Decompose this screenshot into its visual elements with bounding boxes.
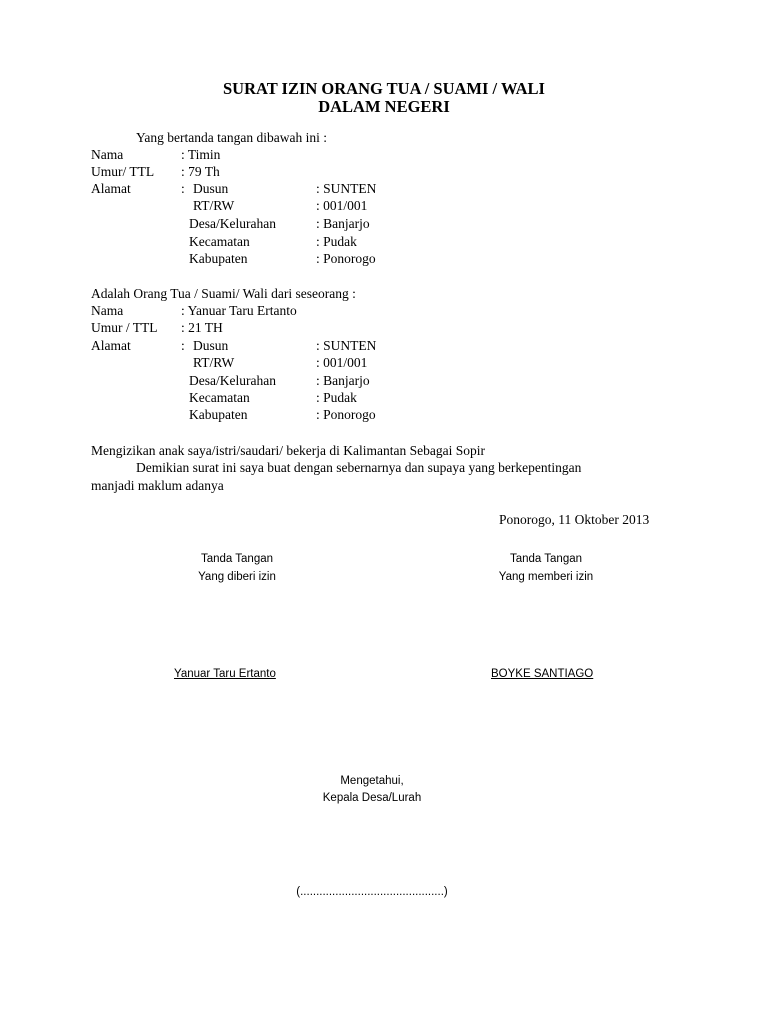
person-nama-label: Nama [91, 303, 124, 318]
signer-kecamatan-label: Kecamatan [189, 234, 250, 249]
person-nama-value: : Yanuar Taru Ertanto [181, 303, 297, 318]
person-desa-value: : Banjarjo [316, 373, 370, 388]
signature-left-line2: Yang diberi izin [198, 571, 276, 583]
person-umur-label: Umur / TTL [91, 320, 158, 335]
signer-desa-label: Desa/Kelurahan [189, 216, 276, 231]
person-umur-value: : 21 TH [181, 320, 223, 335]
person-desa-label: Desa/Kelurahan [189, 373, 276, 388]
intro-text: Yang bertanda tangan dibawah ini : [136, 130, 327, 145]
signature-right-line2: Yang memberi izin [498, 571, 594, 583]
person-dusun-label: Dusun [193, 338, 229, 353]
person-kecamatan-label: Kecamatan [189, 390, 250, 405]
signature-right-line1: Tanda Tangan [509, 553, 583, 565]
person-kecamatan-value: : Pudak [316, 390, 357, 405]
person-rtrw-value: : 001/001 [316, 355, 368, 370]
document-title-line1: SURAT IZIN ORANG TUA / SUAMI / WALI [223, 79, 545, 98]
signer-kabupaten-label: Kabupaten [189, 251, 248, 266]
place-date: Ponorogo, 11 Oktober 2013 [499, 512, 650, 527]
signature-left-name: Yanuar Taru Ertanto [174, 668, 276, 680]
permission-text: Mengizikan anak saya/istri/saudari/ bekerja di Kalimantan Sebagai Sopir [91, 443, 486, 458]
signer-alamat-label: Alamat [91, 181, 131, 196]
acknowledge-line1: Mengetahui, [340, 775, 404, 787]
signer-rtrw-label: RT/RW [193, 198, 235, 213]
person-alamat-label: Alamat [91, 338, 131, 353]
signer-rtrw-value: : 001/001 [316, 198, 368, 213]
signer-dusun-label: Dusun [193, 181, 229, 196]
person-dusun-value: : SUNTEN [316, 338, 377, 353]
signature-right-name: BOYKE SANTIAGO [491, 668, 594, 680]
signer-desa-value: : Banjarjo [316, 216, 370, 231]
relation-text: Adalah Orang Tua / Suami/ Wali dari seseorang : [91, 286, 356, 301]
person-alamat-colon: : [181, 338, 185, 353]
signer-kabupaten-value: : Ponorogo [316, 251, 376, 266]
signer-nama-label: Nama [91, 147, 124, 162]
person-kabupaten-label: Kabupaten [189, 407, 248, 422]
person-kabupaten-value: : Ponorogo [316, 407, 376, 422]
person-rtrw-label: RT/RW [193, 355, 235, 370]
signer-nama-value: : Timin [181, 147, 221, 162]
closing-line1: Demikian surat ini saya buat dengan sebernarnya dan supaya yang berkepentingan [136, 460, 582, 475]
signature-left-line1: Tanda Tangan [200, 553, 274, 565]
acknowledge-signature-blank: (.............................................) [296, 886, 448, 898]
closing-line2: manjadi maklum adanya [91, 478, 224, 493]
signer-umur-label: Umur/ TTL [91, 164, 155, 179]
signer-kecamatan-value: : Pudak [316, 234, 357, 249]
signer-alamat-colon: : [181, 181, 185, 196]
acknowledge-line2: Kepala Desa/Lurah [322, 792, 422, 804]
signer-dusun-value: : SUNTEN [316, 181, 377, 196]
signer-umur-value: : 79 Th [181, 164, 220, 179]
document-title-line2: DALAM NEGERI [318, 97, 450, 116]
